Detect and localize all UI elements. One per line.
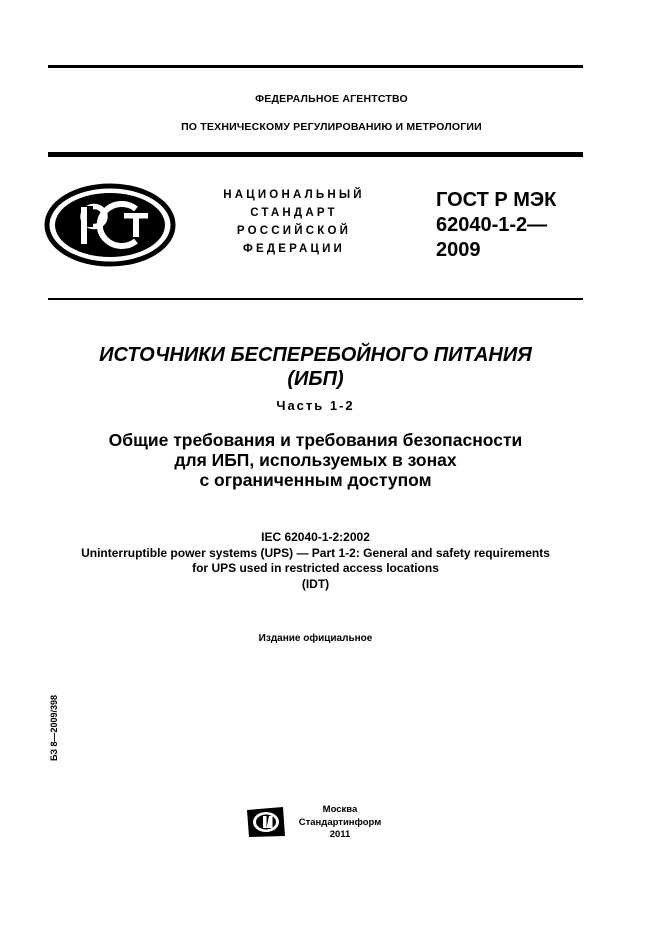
iec-line: (IDT) <box>301 576 330 591</box>
document-title-line-2: (ИБП) <box>287 368 344 390</box>
designation-line: 2009 <box>436 239 481 261</box>
edition-label: Издание официальное <box>258 633 373 644</box>
agency-line-2: ПО ТЕХНИЧЕСКОМУ РЕГУЛИРОВАНИЮ И МЕТРОЛОГИИ <box>181 121 482 133</box>
iec-line: Uninterruptible power systems (UPS) — Part 1-2: General and safety requirements <box>81 545 550 560</box>
top-rule <box>48 65 583 68</box>
subtitle-line: для ИБП, используемых в зонах <box>174 450 457 470</box>
iec-line: IEC 62040-1-2:2002 <box>261 530 370 544</box>
designation-line: 62040-1-2— <box>436 214 548 236</box>
international-reference <box>20 530 611 592</box>
agency-line-1: ФЕДЕРАЛЬНОЕ АГЕНТСТВО <box>255 93 408 105</box>
publisher-name: Стандартинформ <box>298 816 382 828</box>
publisher-city: Москва <box>322 804 358 815</box>
national-label-line: ФЕДЕРАЦИИ <box>242 243 346 255</box>
subtitle-line: Общие требования и требования безопасности <box>108 430 523 450</box>
header-rule <box>48 152 583 157</box>
section-rule <box>48 298 583 300</box>
side-registration-number: БЗ 8—2009/398 <box>49 694 59 762</box>
rst-conformity-mark-icon <box>44 183 176 267</box>
standard-designation <box>436 188 556 263</box>
national-label-line: НАЦИОНАЛЬНЫЙ <box>223 189 365 201</box>
publication-year: 2011 <box>329 829 351 840</box>
subtitle-line: с ограниченным доступом <box>199 470 432 490</box>
designation-line: ГОСТ Р МЭК <box>436 189 557 211</box>
part-number: Часть 1-2 <box>276 398 355 413</box>
iec-line: for UPS used in restricted access locations <box>192 561 439 575</box>
national-label-line: СТАНДАРТ <box>250 207 338 219</box>
document-subtitle <box>48 430 583 490</box>
standartinform-logo-icon <box>245 806 287 838</box>
publisher-block <box>295 804 385 842</box>
document-title-line-1: ИСТОЧНИКИ БЕСПЕРЕБОЙНОГО ПИТАНИЯ <box>99 344 532 366</box>
national-label-line: РОССИЙСКОЙ <box>236 225 352 237</box>
national-standard-label <box>205 186 383 258</box>
